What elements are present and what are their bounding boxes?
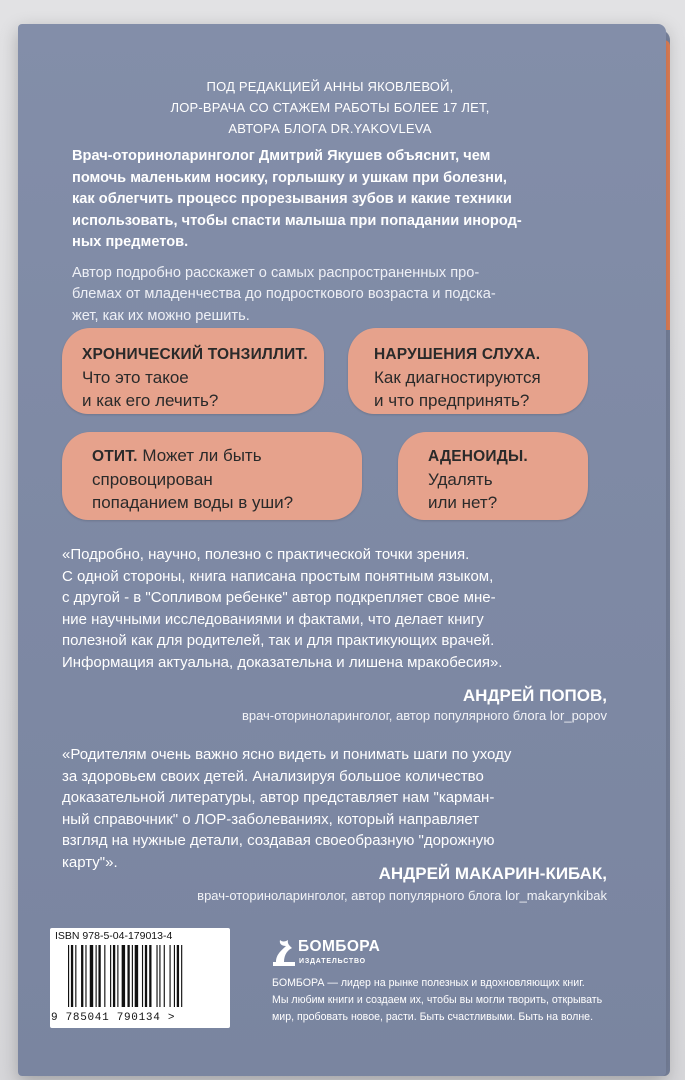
barcode-bar [122,945,125,1007]
publisher-logo [272,928,412,972]
intro-paragraph [72,146,612,254]
barcode-bar [135,945,138,1007]
review-author-role: врач-оториноларинголог, автор популярного блога lor_popov [241,708,607,723]
intro-line: Врач-оториноларинголог Дмитрий Якушев объяснит, чем [72,148,491,164]
barcode-bar [113,945,115,1007]
barcode-bar [68,945,69,1007]
barcode-bar [85,945,86,1007]
editor-credit [120,76,540,139]
barcode-bar [170,945,171,1007]
quote-line: доказательной литературы, автор представляет нам "карман- [62,789,495,806]
review-author-name: АНДРЕЙ ПОПОВ, [462,686,607,705]
review-author-role: врач-оториноларинголог, автор популярного блога lor_makarynkibak [197,888,607,903]
bubble-line: или нет? [428,493,498,512]
quote-line: с другой - в "Сопливом ребенке" автор подкрепляет свое мне- [62,589,496,606]
intro-line: помочь маленьким носику, горлышку и ушкам при болезни, [72,169,507,186]
bubble-line: и что предпринять? [374,391,530,410]
topic-bubble-tonsillitis [62,328,324,414]
review-quote-popov [62,544,502,673]
barcode-bar [104,945,105,1007]
bubble-title: ХРОНИЧЕСКИЙ ТОНЗИЛЛИТ. [82,346,308,363]
bubble-title: АДЕНОИДЫ. [428,448,528,465]
bombora-wave-icon [272,932,298,970]
barcode-bar [164,945,165,1007]
quote-line: ние научными исследованиями и фактами, что делает книгу [62,610,484,628]
quote-line: «Подробно, научно, полезно с практической точки зрения. [62,546,470,563]
quote-line: «Родителям очень важно ясно видеть и понимать шаги по уходу [62,746,512,763]
quote-line: ный справочник" о ЛОР-заболеваниях, который направляет [62,810,480,828]
intro-line: как облегчить процесс прорезывания зубов и какие техники [72,191,512,207]
isbn-label: ISBN 978-5-04-179013-4 [55,930,173,942]
bubble-title: НАРУШЕНИЯ СЛУХА. [374,346,541,363]
barcode-bar [117,945,118,1007]
barcode-bar [90,945,93,1007]
bubble-line: попаданием воды в уши? [92,493,294,512]
barcode-bar [156,945,157,1007]
editor-line: ПОД РЕДАКЦИЕЙ АННЫ ЯКОВЛЕВОЙ, [206,79,454,94]
barcode-bar [96,945,97,1007]
quote-line: взгляд на нужные детали, создавая своеобразную "дорожную [62,832,495,849]
review-quote-makarin [62,744,511,873]
topic-bubble-adenoids [398,432,588,520]
isbn-barcode [50,928,230,1028]
bubble-line: Удалять [428,470,493,489]
book-description [72,146,612,327]
barcode-bar [71,945,73,1007]
summary-line: Автор подробно расскажет о самых распространенных про- [72,264,480,281]
publisher-line: Мы любим книги и создаем их, чтобы вы могли творить, открывать [272,994,603,1006]
editor-line: АВТОРА БЛОГА DR.YAKOVLEVA [228,121,432,136]
publisher-subtitle: ИЗДАТЕЛЬСТВО [299,958,366,965]
bubble-line: Как диагностируются [374,368,541,387]
topic-bubble-otitis [62,432,362,520]
barcode-bar [145,945,147,1007]
barcode-bar [75,945,76,1007]
quote-line: полезной как для родителей, так и для практикующих врачей. [62,632,495,649]
publisher-line: БОМБОРА — лидер на рынке полезных и вдохновляющих книг. [272,977,585,989]
bubble-title: ОТИТ. [92,448,138,465]
barcode-bar [181,945,182,1007]
quote-line: карту"». [62,853,118,871]
barcode-number: 9 785041 790134 > [51,1012,176,1024]
barcode-bar [98,945,100,1007]
topic-bubble-hearing [348,328,588,414]
quote-line: Информация актуальна, доказательна и лишена мракобесия». [62,653,503,671]
intro-line: использовать, чтобы спасти малыша при попадании инород- [72,212,522,229]
barcode-bar [174,945,175,1007]
barcode-bar [159,945,160,1007]
barcode-bar [110,945,111,1007]
review-author-name: АНДРЕЙ МАКАРИН-КИБАК, [378,864,607,883]
bubble-line: Что это такое [82,368,189,387]
summary-line: жет, как их можно решить. [72,307,250,324]
summary-line: блемах от младенчества до подросткового возраста и подска- [72,286,496,302]
summary-paragraph [72,263,612,328]
barcode-bar [127,945,129,1007]
barcode-bars [68,945,218,1007]
barcode-bar [81,945,83,1007]
barcode-bar [142,945,143,1007]
barcode-bar [177,945,179,1007]
quote-line: С одной стороны, книга написана простым понятным языком, [62,567,494,585]
barcode-bar [132,945,133,1007]
bubble-line: и как его лечить? [82,391,219,410]
bubble-line: спровоцирован [92,470,213,489]
editor-line: ЛОР-ВРАЧА СО СТАЖЕМ РАБОТЫ БОЛЕЕ 17 ЛЕТ, [170,100,490,115]
intro-line: ных предметов. [72,234,189,250]
publisher-description [272,975,602,1026]
bubble-line: Может ли быть [137,446,262,465]
barcode-bar [149,945,151,1007]
publisher-name: БОМБОРА [298,938,381,955]
publisher-line: мир, пробовать новое, расти. Быть счастливыми. Быть на волне. [272,1011,594,1023]
quote-line: за здоровьем своих детей. Анализируя большое количество [62,767,484,785]
